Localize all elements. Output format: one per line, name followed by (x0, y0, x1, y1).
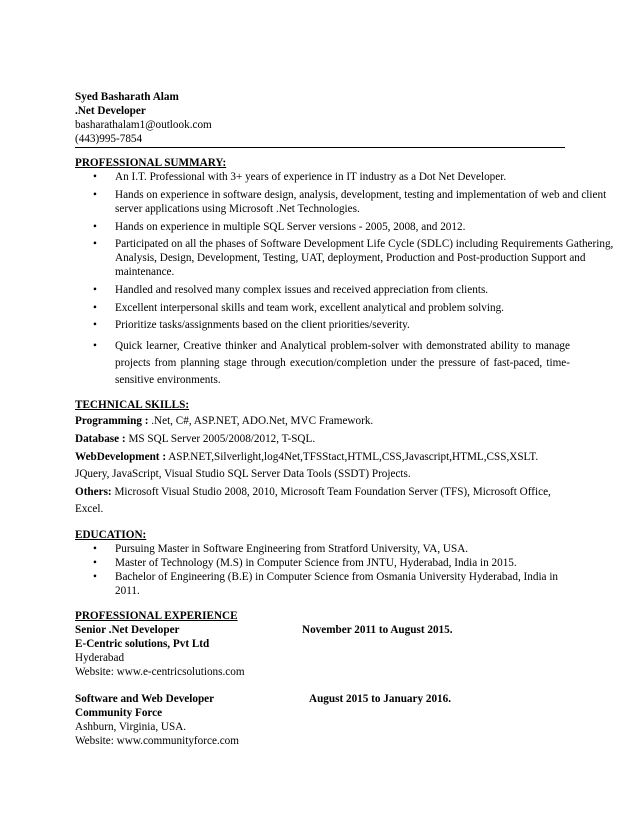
job-dates: November 2011 to August 2015. (302, 624, 453, 636)
list-item: • Hands on experience in software design, analysis, development, testing and implementation of web and client server applications using Microsoft .Net Technologies. (93, 189, 607, 215)
bullet-icon: • (93, 221, 97, 233)
job-website: Website: www.communityforce.com (75, 735, 239, 747)
bullet-icon: • (93, 171, 97, 183)
candidate-phone: (443)995-7854 (75, 133, 143, 145)
skills-heading: TECHNICAL SKILLS: (75, 399, 190, 411)
list-item: • Handled and resolved many complex issues and received appreciation from clients. (93, 284, 489, 296)
job-company: E-Centric solutions, Pvt Ltd (75, 638, 210, 650)
skills-webdev-label: WebDevelopment : (75, 451, 167, 463)
skills-others: Others: Microsoft Visual Studio 2008, 2010, Microsoft Team Foundation Server (TFS), Microsoft Office, Excel. (75, 486, 551, 515)
bullet-icon: • (93, 340, 97, 352)
header-divider (75, 147, 565, 148)
list-item: • Prioritize tasks/assignments based on the client priorities/severity. (93, 319, 410, 331)
list-item: • Excellent interpersonal skills and team work, excellent analytical and problem solving. (93, 302, 504, 314)
skills-others-label: Others: (75, 486, 112, 498)
bullet-icon: • (93, 319, 97, 331)
candidate-title: .Net Developer (75, 105, 146, 117)
summary-list (75, 170, 615, 389)
experience-heading: PROFESSIONAL EXPERIENCE (75, 610, 238, 622)
job-role: Software and Web Developer (75, 693, 215, 705)
bullet-icon: • (93, 238, 97, 250)
candidate-name: Syed Basharath Alam (75, 91, 179, 103)
bullet-icon: • (93, 557, 97, 569)
list-item: • Quick learner, Creative thinker and Analytical problem-solver with demonstrated ability to manage projects from planning stage through execution/completion under the pressure of fast-paced, time-sensitive environments. (93, 340, 570, 386)
skills-webdev: WebDevelopment : ASP.NET,Silverlight,log4Net,TFSStact,HTML,CSS,Javascript,HTML,CSS,XSLT. JQuery, JavaScript, Visual Studio SQL Server Data Tools (SSDT) Projects. (75, 451, 539, 480)
list-item: • Pursuing Master in Software Engineering from Stratford University, VA, USA. (93, 543, 469, 555)
skills-programming: Programming : .Net, C#, ASP.NET, ADO.Net, MVC Framework. (75, 415, 374, 427)
job-location: Hyderabad (75, 652, 125, 664)
job-dates: August 2015 to January 2016. (309, 693, 452, 705)
job-role: Senior .Net Developer (75, 624, 180, 636)
job-location: Ashburn, Virginia, USA. (75, 721, 187, 733)
skills-database-label: Database : (75, 433, 126, 445)
list-item: • Master of Technology (M.S) in Computer Science from JNTU, Hyderabad, India in 2015. (93, 557, 517, 569)
bullet-icon: • (93, 302, 97, 314)
bullet-icon: • (93, 284, 97, 296)
education-list (75, 542, 575, 598)
job-website: Website: www.e-centricsolutions.com (75, 666, 245, 678)
education-heading: EDUCATION: (75, 529, 147, 541)
bullet-icon: • (93, 543, 97, 555)
list-item: • Participated on all the phases of Software Development Life Cycle (SDLC) including Requirements Gathering, Analysis, Design, Development, Testing, UAT, deployment, Production and Post-production Support and maintenance. (93, 238, 614, 278)
list-item: • An I.T. Professional with 3+ years of experience in IT industry as a Dot Net Developer. (93, 171, 507, 183)
summary-heading: PROFESSIONAL SUMMARY: (75, 157, 227, 169)
bullet-icon: • (93, 571, 97, 583)
list-item: • Bachelor of Engineering (B.E) in Computer Science from Osmania University Hyderabad, India in 2011. (93, 571, 559, 597)
candidate-email: basharathalam1@outlook.com (75, 119, 212, 131)
job-company: Community Force (75, 707, 163, 719)
bullet-icon: • (93, 189, 97, 201)
skills-programming-label: Programming : (75, 415, 149, 427)
skills-database: Database : MS SQL Server 2005/2008/2012, T-SQL. (75, 433, 316, 445)
list-item: • Hands on experience in multiple SQL Server versions - 2005, 2008, and 2012. (93, 221, 466, 233)
